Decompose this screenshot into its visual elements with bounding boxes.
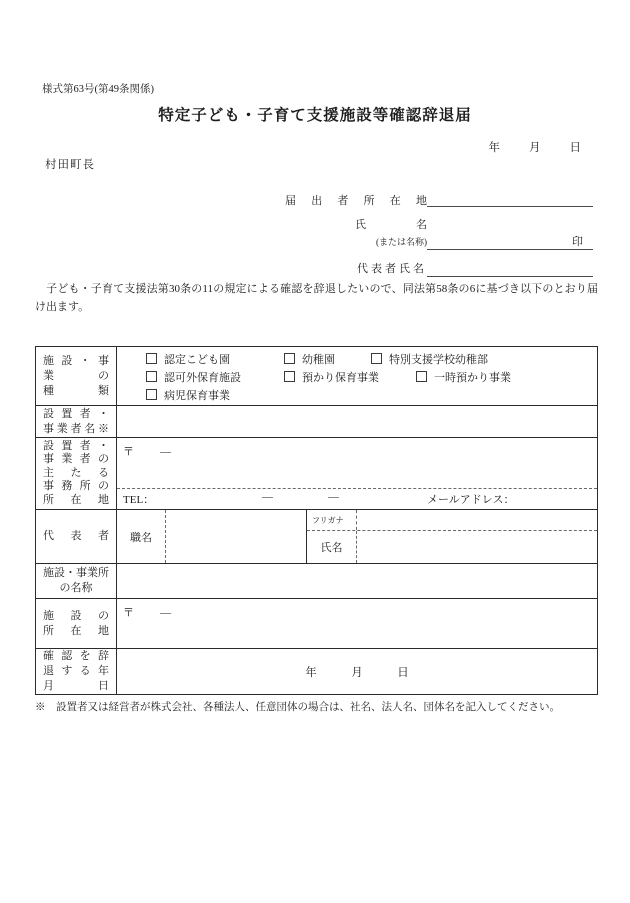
facility-name-field[interactable] <box>117 564 597 598</box>
header-line: 所在地 <box>43 493 109 506</box>
name-field[interactable] <box>357 531 597 563</box>
facility-type-option[interactable] <box>416 369 511 385</box>
facility-address-field[interactable] <box>117 599 597 648</box>
applicant-name-field[interactable] <box>427 216 593 250</box>
checkbox-icon[interactable] <box>416 371 427 382</box>
withdrawal-date-placeholder: 年 月 日 <box>305 666 409 679</box>
applicant-name-label-block <box>285 216 427 250</box>
facility-type-option[interactable] <box>146 387 230 403</box>
operator-name-header <box>36 406 117 437</box>
tel-dash: ― <box>262 491 273 503</box>
checkbox-icon[interactable] <box>284 353 295 364</box>
postal-dash: ― <box>160 607 171 619</box>
withdrawal-date-field[interactable] <box>117 649 597 694</box>
header-line: の名称 <box>59 582 93 594</box>
facility-type-option[interactable] <box>284 369 379 385</box>
facility-type-header <box>36 347 117 405</box>
applicant-block <box>285 192 593 277</box>
form-number: 様式第63号(第49条関係) <box>42 84 154 95</box>
facility-type-option[interactable] <box>146 369 241 385</box>
header-line: 主たる <box>43 466 109 479</box>
form-table <box>35 346 598 695</box>
row-facility-name <box>36 563 597 598</box>
checkbox-icon[interactable] <box>371 353 382 364</box>
facility-address-header <box>36 599 117 648</box>
checkbox-line <box>117 386 597 404</box>
representative-header <box>36 510 117 563</box>
checkbox-label: 病児保育事業 <box>164 390 230 402</box>
applicant-address-field[interactable] <box>427 192 593 207</box>
applicant-address-row <box>285 192 593 207</box>
job-title-field[interactable] <box>166 510 307 563</box>
operator-name-field[interactable] <box>117 406 597 437</box>
row-representative <box>36 509 597 563</box>
header-line: 月日 <box>43 680 109 692</box>
checkbox-icon[interactable] <box>146 353 157 364</box>
header-line: 代表者 <box>43 530 109 542</box>
applicant-name-label: 氏名 <box>355 219 427 231</box>
job-title-label: 職名 <box>117 510 166 563</box>
header-line: 確認を辞 <box>43 650 109 662</box>
header-line: 設置者・ <box>43 439 109 452</box>
row-operator-name <box>36 405 597 437</box>
office-address-header <box>36 438 117 509</box>
facility-name-header <box>36 564 117 598</box>
representative-name-label: 代表者氏名 <box>357 263 427 275</box>
postal-mark: 〒 <box>123 446 134 458</box>
header-line: 種類 <box>43 384 109 397</box>
header-line: 事務所の <box>43 480 109 493</box>
facility-type-option[interactable] <box>371 351 488 367</box>
name-row <box>307 531 597 563</box>
checkbox-label: 認可外保育施設 <box>164 372 241 384</box>
row-withdrawal-date <box>36 648 597 694</box>
applicant-name-alt-label: (または名称) <box>376 237 427 247</box>
header-line: 事業者名※ <box>43 422 109 435</box>
header-line: 退する年 <box>43 665 109 677</box>
checkbox-icon[interactable] <box>146 389 157 400</box>
name-label: 氏名 <box>307 531 357 563</box>
header-line: 所在地 <box>43 624 109 637</box>
checkbox-label: 認定こども園 <box>164 354 230 366</box>
checkbox-line <box>117 368 597 386</box>
row-office-address <box>36 437 597 509</box>
office-contact-field[interactable] <box>117 489 597 508</box>
checkbox-label: 特別支援学校幼稚部 <box>389 354 488 366</box>
header-line: 設置者・ <box>43 407 109 420</box>
checkbox-icon[interactable] <box>146 371 157 382</box>
header-line: 施設・事 <box>43 354 109 367</box>
header-line: 事業者の <box>43 453 109 466</box>
tel-dash: ― <box>328 491 339 503</box>
furigana-field[interactable] <box>357 510 597 530</box>
footnote: ※ 設置者又は経営者が株式会社、各種法人、任意団体の場合は、社名、法人名、団体名を記入してください。 <box>35 702 560 713</box>
header-line: 施設・事業所 <box>43 567 109 579</box>
representative-fields <box>117 510 597 563</box>
representative-name-row <box>285 260 593 277</box>
header-line: 業の <box>43 369 109 382</box>
representative-name-group <box>307 510 597 563</box>
body-paragraph: 子ども・子育て支援法第30条の11の規定による確認を辞退したいので、同法第58条の6に基づき以下のとおり届け出ます。 <box>35 283 598 313</box>
row-facility-type <box>36 347 597 405</box>
representative-name-field[interactable] <box>427 260 593 277</box>
seal-mark: 印 <box>572 236 583 248</box>
furigana-label: フリガナ <box>307 510 357 530</box>
submission-date-placeholder[interactable]: 年 月 日 <box>488 142 583 154</box>
facility-type-option[interactable] <box>284 351 335 367</box>
postal-dash: ― <box>160 446 171 458</box>
postal-mark: 〒 <box>123 607 134 619</box>
checkbox-icon[interactable] <box>284 371 295 382</box>
checkbox-line <box>117 350 597 368</box>
facility-type-options <box>117 347 597 405</box>
checkbox-label: 一時預かり事業 <box>434 372 511 384</box>
tel-label: TEL： <box>123 494 155 506</box>
email-label: メールアドレス： <box>427 494 515 506</box>
applicant-name-row <box>285 216 593 250</box>
addressee: 村田町長 <box>45 159 95 171</box>
facility-type-option[interactable] <box>146 351 230 367</box>
page-title: 特定子ども・子育て支援施設等確認辞退届 <box>158 107 472 124</box>
applicant-address-label: 届出者所在地 <box>285 195 427 207</box>
checkbox-label: 幼稚園 <box>302 354 335 366</box>
furigana-row <box>307 510 597 531</box>
checkbox-label: 預かり保育事業 <box>302 372 379 384</box>
office-address-field-group <box>117 438 597 509</box>
withdrawal-date-header <box>36 649 117 694</box>
header-line: 施設の <box>43 609 109 622</box>
row-facility-address <box>36 598 597 648</box>
office-postal-address-field[interactable] <box>117 438 597 489</box>
